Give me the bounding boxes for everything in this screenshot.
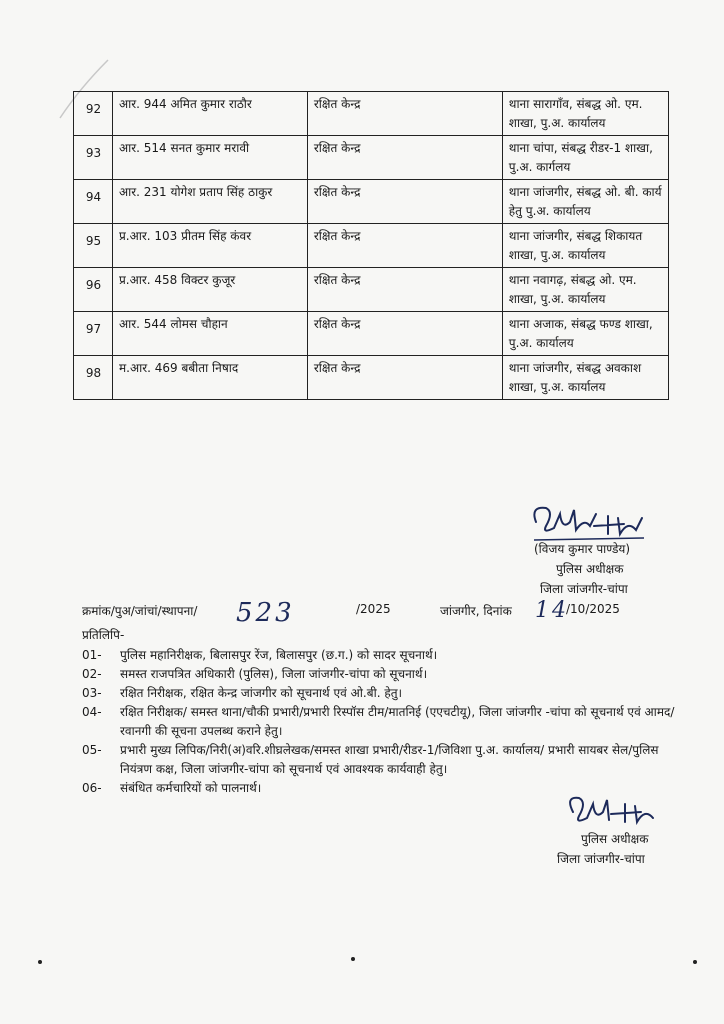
place-date-label: जांजगीर, दिनांक [440,604,512,618]
to-posting: थाना नवागढ़, संबद्ध ओ. एम. शाखा, पु.अ. कार्यालय [502,268,668,312]
date-month-year: /10/2025 [566,602,620,616]
item-number: 03- [82,686,102,700]
table-row [74,224,669,268]
to-posting: थाना सारागाँव, संबद्ध ओ. एम. शाखा, पु.अ. कार्यालय [502,92,668,136]
copy-list [82,646,682,798]
signatory-place: जिला जांजगीर-चांपा [540,582,628,596]
from-posting: रक्षित केन्द्र [307,224,502,268]
list-item [82,646,682,665]
serial-number: 95 [74,224,113,268]
serial-number: 94 [74,180,113,224]
transfer-table [73,91,669,400]
from-posting: रक्षित केन्द्र [307,92,502,136]
item-number: 04- [82,705,102,719]
item-text: संबंधित कर्मचारियों को पालनार्थ। [120,781,262,795]
serial-number: 96 [74,268,113,312]
list-item [82,665,682,684]
employee-name: आर. 231 योगेश प्रताप सिंह ठाकुर [112,180,307,224]
item-text: रक्षित निरीक्षक/ समस्त थाना/चौकी प्रभारी/प्रभारी रिस्पॉस टीम/मातनिई (एएचटीयू), जिला जांजगीर -चांपा को सूचनार्थ एवं आमद/रवानगी की सूचना उपलब्ध कराने हेतु। [120,705,675,738]
table-row [74,92,669,136]
date-day: 14 [535,598,569,623]
to-posting: थाना जांजगीर, संबद्ध अवकाश शाखा, पु.अ. कार्यालय [502,356,668,400]
item-text: पुलिस महानिरीक्षक, बिलासपुर रेंज, बिलासपुर (छ.ग.) को सादर सूचनार्थ। [120,648,438,662]
table-row [74,268,669,312]
item-text: रक्षित निरीक्षक, रक्षित केन्द्र जांजगीर को सूचनार्थ एवं ओ.बी. हेतु। [120,686,403,700]
item-number: 02- [82,667,102,681]
employee-name: प्र.आर. 458 विक्टर कुजूर [112,268,307,312]
signatory-name: (विजय कुमार पाण्डेय) [534,542,631,556]
from-posting: रक्षित केन्द्र [307,180,502,224]
item-number: 01- [82,648,102,662]
signatory-designation: पुलिस अधीक्षक [581,832,649,846]
reference-number: 523 [236,598,295,628]
employee-name: प्र.आर. 103 प्रीतम सिंह कंवर [112,224,307,268]
employee-name: आर. 514 सनत कुमार मरावी [112,136,307,180]
serial-number: 92 [74,92,113,136]
table-row [74,136,669,180]
employee-name: आर. 544 लोमस चौहान [112,312,307,356]
from-posting: रक्षित केन्द्र [307,136,502,180]
item-number: 05- [82,743,102,757]
reference-prefix: क्रमांक/पुअ/जांचां/स्थापना/ [82,604,198,618]
speck [693,960,697,964]
copy-heading: प्रतिलिपि- [82,628,125,642]
signatory-place: जिला जांजगीर-चांपा [557,852,645,866]
to-posting: थाना जांजगीर, संबद्ध ओ. बी. कार्य हेतु पु.अ. कार्यालय [502,180,668,224]
employee-name: म.आर. 469 बबीता निषाद [112,356,307,400]
list-item [82,684,682,703]
list-item [82,703,682,741]
speck [38,960,42,964]
to-posting: थाना जांजगीर, संबद्ध शिकायत शाखा, पु.अ. कार्यालय [502,224,668,268]
serial-number: 93 [74,136,113,180]
speck [351,957,355,961]
item-text: प्रभारी मुख्य लिपिक/निरी(अ)वरि.शीघ्रलेखक/समस्त शाखा प्रभारी/रीडर-1/जिविशा पु.अ. कार्यालय/ प्रभारी सायबर सेल/पुलिस नियंत्रण कक्ष, जिला जांजगीर-चांपा को सूचनार्थ एवं आवश्यक कार्यवाही हेतु। [120,743,659,776]
from-posting: रक्षित केन्द्र [307,312,502,356]
table-row [74,312,669,356]
to-posting: थाना चांपा, संबद्ध रीडर-1 शाखा, पु.अ. कार्गलय [502,136,668,180]
to-posting: थाना अजाक, संबद्ध फण्ड शाखा, पु.अ. कार्यालय [502,312,668,356]
serial-number: 98 [74,356,113,400]
reference-year: /2025 [356,602,391,616]
list-item [82,741,682,779]
serial-number: 97 [74,312,113,356]
from-posting: रक्षित केन्द्र [307,356,502,400]
table-row [74,180,669,224]
item-number: 06- [82,781,102,795]
employee-name: आर. 944 अमित कुमार राठौर [112,92,307,136]
from-posting: रक्षित केन्द्र [307,268,502,312]
table-row [74,356,669,400]
item-text: समस्त राजपत्रित अधिकारी (पुलिस), जिला जांजगीर-चांपा को सूचनार्थ। [120,667,428,681]
signatory-designation: पुलिस अधीक्षक [556,562,624,576]
